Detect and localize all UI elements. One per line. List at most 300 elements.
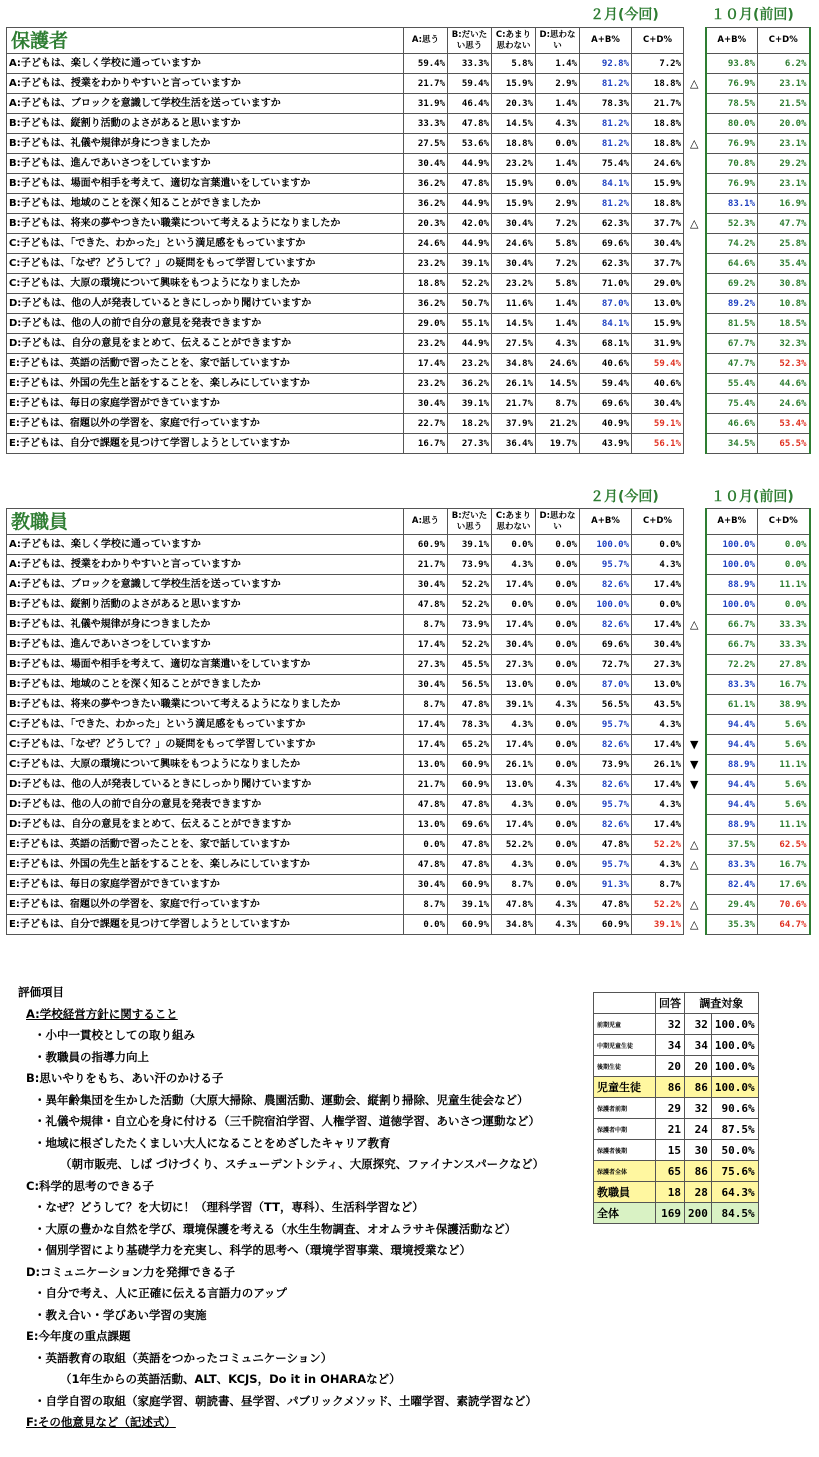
- question-text: B:子どもは、将来の夢やつきたい職業について考えるようになりましたか: [7, 695, 404, 715]
- question-text: E:子どもは、自分で課題を見つけて学習しようとしていますか: [7, 915, 404, 935]
- table-row: [7, 715, 810, 735]
- value-b: 39.1%: [448, 254, 492, 274]
- value-d: 2.9%: [536, 194, 580, 214]
- response-rate: 50.0%: [711, 1140, 758, 1161]
- legend-item: ・教え合い・学びあい学習の実施: [34, 1307, 207, 1322]
- value-ab: 56.5%: [580, 695, 632, 715]
- prev-value-ab: 100.0%: [706, 595, 758, 615]
- table-row: [7, 535, 810, 555]
- prev-value-cd: 25.8%: [758, 234, 810, 254]
- change-mark: [684, 575, 706, 595]
- value-c: 27.3%: [492, 655, 536, 675]
- value-cd: 59.1%: [632, 414, 684, 434]
- value-a: 8.7%: [404, 615, 448, 635]
- value-ab: 95.7%: [580, 555, 632, 575]
- change-mark: △: [684, 74, 706, 94]
- prev-value-ab: 93.8%: [706, 54, 758, 74]
- legend-item: ・異年齢集団を生かした活動（大原大掃除、農園活動、運動会、縦割り掃除、児童生徒会など）: [34, 1092, 529, 1107]
- value-ab: 87.0%: [580, 675, 632, 695]
- question-text: B:子どもは、場面や相手を考えて、適切な言葉遣いをしていますか: [7, 655, 404, 675]
- prev-value-cd: 5.6%: [758, 715, 810, 735]
- value-d: 4.3%: [536, 915, 580, 935]
- parents-survey-table: [6, 27, 811, 454]
- question-text: B:子どもは、地域のことを深く知ることができましたか: [7, 675, 404, 695]
- prev-value-ab: 94.4%: [706, 795, 758, 815]
- prev-value-cd: 32.3%: [758, 334, 810, 354]
- value-cd: 24.6%: [632, 154, 684, 174]
- value-ab: 69.6%: [580, 234, 632, 254]
- value-c: 17.4%: [492, 815, 536, 835]
- response-row: [594, 1140, 759, 1161]
- change-mark: △: [684, 615, 706, 635]
- period-prev-label-staff: １０月(前回): [711, 489, 794, 505]
- value-d: 0.0%: [536, 655, 580, 675]
- question-text: C:子どもは、「なぜ？どうして？」の疑問をもって学習していますか: [7, 735, 404, 755]
- prev-value-cd: 52.3%: [758, 354, 810, 374]
- value-d: 1.4%: [536, 294, 580, 314]
- prev-value-ab: 100.0%: [706, 535, 758, 555]
- response-label: 前期児童: [594, 1014, 656, 1035]
- response-count: 65: [656, 1161, 685, 1182]
- value-cd: 4.3%: [632, 715, 684, 735]
- value-ab: 43.9%: [580, 434, 632, 454]
- value-b: 52.2%: [448, 274, 492, 294]
- value-c: 4.3%: [492, 795, 536, 815]
- value-a: 31.9%: [404, 94, 448, 114]
- question-text: B:子どもは、礼儀や規律が身につきましたか: [7, 134, 404, 154]
- legend-item: ・礼儀や規律・自立心を身に付ける（三千院宿泊学習、人権学習、道徳学習、あいさつ運動など）: [34, 1114, 540, 1128]
- value-b: 36.2%: [448, 374, 492, 394]
- table-row: [7, 735, 810, 755]
- value-ab: 95.7%: [580, 715, 632, 735]
- table-row: [7, 254, 810, 274]
- response-header-row: [594, 993, 759, 1014]
- prev-value-ab: 94.4%: [706, 775, 758, 795]
- question-text: B:子どもは、将来の夢やつきたい職業について考えるようになりましたか: [7, 214, 404, 234]
- table-row: [7, 755, 810, 775]
- value-a: 22.7%: [404, 414, 448, 434]
- legend-item: C:科学的思考のできる子: [26, 1178, 155, 1193]
- change-mark: △: [684, 134, 706, 154]
- value-b: 52.2%: [448, 595, 492, 615]
- prev-value-cd: 47.7%: [758, 214, 810, 234]
- prev-value-ab: 74.2%: [706, 234, 758, 254]
- prev-ab-header: A+B%: [706, 509, 758, 535]
- value-c: 4.3%: [492, 855, 536, 875]
- value-a: 30.4%: [404, 875, 448, 895]
- prev-value-ab: 37.5%: [706, 835, 758, 855]
- value-cd: 4.3%: [632, 855, 684, 875]
- prev-value-ab: 88.9%: [706, 575, 758, 595]
- response-rate: 75.6%: [711, 1161, 758, 1182]
- response-row: [594, 1035, 759, 1056]
- value-a: 23.2%: [404, 374, 448, 394]
- value-a: 18.8%: [404, 274, 448, 294]
- legend-item: （朝市販売、しば づけづくり、スチューデントシティ、大原探究、ファイナンスパークなど）: [60, 1157, 545, 1171]
- value-b: 39.1%: [448, 535, 492, 555]
- value-cd: 30.4%: [632, 234, 684, 254]
- value-cd: 13.0%: [632, 294, 684, 314]
- value-ab: 69.6%: [580, 394, 632, 414]
- change-mark: [684, 595, 706, 615]
- response-rate: 100.0%: [711, 1035, 758, 1056]
- value-d: 0.0%: [536, 735, 580, 755]
- prev-value-ab: 66.7%: [706, 615, 758, 635]
- change-mark: [684, 655, 706, 675]
- value-ab: 72.7%: [580, 655, 632, 675]
- question-text: D:子どもは、他の人の前で自分の意見を発表できますか: [7, 314, 404, 334]
- value-cd: 18.8%: [632, 134, 684, 154]
- value-b: 33.3%: [448, 54, 492, 74]
- value-d: 0.0%: [536, 875, 580, 895]
- prev-value-ab: 69.2%: [706, 274, 758, 294]
- prev-value-cd: 70.6%: [758, 895, 810, 915]
- response-rate: 100.0%: [711, 1014, 758, 1035]
- change-mark: [684, 795, 706, 815]
- response-count: 86: [656, 1077, 685, 1098]
- value-b: 44.9%: [448, 154, 492, 174]
- value-d: 0.0%: [536, 595, 580, 615]
- value-b: 53.6%: [448, 134, 492, 154]
- prev-value-cd: 33.3%: [758, 635, 810, 655]
- value-cd: 15.9%: [632, 174, 684, 194]
- response-count: 169: [656, 1203, 685, 1224]
- legend-item: ・地域に根ざしたたくましい大人になることをめざしたキャリア教育: [34, 1135, 391, 1150]
- value-c: 11.6%: [492, 294, 536, 314]
- value-c: 13.0%: [492, 675, 536, 695]
- response-rate: 100.0%: [711, 1077, 758, 1098]
- prev-cd-header: C+D%: [758, 28, 810, 54]
- value-c: 23.2%: [492, 154, 536, 174]
- response-count: 34: [656, 1035, 685, 1056]
- change-mark: [684, 635, 706, 655]
- col-d-header: D:思わない: [536, 509, 580, 535]
- value-c: 13.0%: [492, 775, 536, 795]
- value-cd: 13.0%: [632, 675, 684, 695]
- change-mark: [684, 334, 706, 354]
- change-mark: [684, 314, 706, 334]
- prev-value-cd: 5.6%: [758, 775, 810, 795]
- response-label: 保護者中期: [594, 1119, 656, 1140]
- response-row: [594, 1098, 759, 1119]
- value-c: 8.7%: [492, 875, 536, 895]
- value-ab: 75.4%: [580, 154, 632, 174]
- value-d: 7.2%: [536, 254, 580, 274]
- question-text: B:子どもは、縦割り活動のよさがあると思いますか: [7, 595, 404, 615]
- value-cd: 52.2%: [632, 895, 684, 915]
- value-c: 15.9%: [492, 194, 536, 214]
- mark-column-header: [684, 28, 706, 54]
- prev-value-ab: 46.6%: [706, 414, 758, 434]
- change-mark: [684, 194, 706, 214]
- table-row: [7, 234, 810, 254]
- value-a: 13.0%: [404, 755, 448, 775]
- table-row: [7, 835, 810, 855]
- value-c: 23.2%: [492, 274, 536, 294]
- prev-value-cd: 65.5%: [758, 434, 810, 454]
- change-mark: [684, 695, 706, 715]
- value-b: 44.9%: [448, 334, 492, 354]
- value-c: 21.7%: [492, 394, 536, 414]
- value-c: 39.1%: [492, 695, 536, 715]
- response-row: [594, 1077, 759, 1098]
- table-row: [7, 635, 810, 655]
- value-d: 5.8%: [536, 274, 580, 294]
- value-cd: 40.6%: [632, 374, 684, 394]
- value-a: 16.7%: [404, 434, 448, 454]
- response-label: 保護者後期: [594, 1140, 656, 1161]
- prev-value-cd: 23.1%: [758, 174, 810, 194]
- prev-value-cd: 30.8%: [758, 274, 810, 294]
- value-b: 59.4%: [448, 74, 492, 94]
- prev-value-cd: 18.5%: [758, 314, 810, 334]
- legend-item: （1年生からの英語活動、ALT、KCJS，Do it in OHARAなど）: [60, 1372, 401, 1386]
- value-a: 27.3%: [404, 655, 448, 675]
- table-row: [7, 855, 810, 875]
- question-text: E:子どもは、英語の活動で習ったことを、家で話していますか: [7, 835, 404, 855]
- value-d: 0.0%: [536, 615, 580, 635]
- value-c: 52.2%: [492, 835, 536, 855]
- question-text: E:子どもは、毎日の家庭学習ができていますか: [7, 875, 404, 895]
- value-b: 55.1%: [448, 314, 492, 334]
- question-text: A:子どもは、楽しく学校に通っていますか: [7, 54, 404, 74]
- value-ab: 92.8%: [580, 54, 632, 74]
- col-c-header: C:あまり思わない: [492, 28, 536, 54]
- table-row: [7, 434, 810, 454]
- table-row: [7, 174, 810, 194]
- value-cd: 30.4%: [632, 635, 684, 655]
- response-header-blank: [594, 993, 656, 1014]
- legend-item: ・なぜ？どうして？を大切に！（理科学習（TT，専科）、生活科学習など）: [34, 1200, 424, 1214]
- response-rate: 100.0%: [711, 1056, 758, 1077]
- value-cd: 18.8%: [632, 114, 684, 134]
- response-rate-table: [593, 992, 759, 1224]
- value-b: 73.9%: [448, 555, 492, 575]
- value-a: 29.0%: [404, 314, 448, 334]
- value-b: 60.9%: [448, 755, 492, 775]
- value-a: 47.8%: [404, 855, 448, 875]
- response-row: [594, 1119, 759, 1140]
- value-b: 45.5%: [448, 655, 492, 675]
- value-ab: 82.6%: [580, 775, 632, 795]
- response-target: 32: [685, 1098, 712, 1119]
- legend-item: ・自分で考え、人に正確に伝える言語力のアップ: [34, 1286, 287, 1300]
- value-a: 17.4%: [404, 735, 448, 755]
- value-cd: 27.3%: [632, 655, 684, 675]
- value-d: 0.0%: [536, 795, 580, 815]
- question-text: C:子どもは、大原の環境について興味をもつようになりましたか: [7, 274, 404, 294]
- value-b: 47.8%: [448, 174, 492, 194]
- table-row: [7, 154, 810, 174]
- value-ab: 60.9%: [580, 915, 632, 935]
- response-rate: 84.5%: [711, 1203, 758, 1224]
- value-d: 1.4%: [536, 314, 580, 334]
- value-c: 36.4%: [492, 434, 536, 454]
- value-a: 17.4%: [404, 635, 448, 655]
- legend-item: ・小中一貫校としての取り組み: [34, 1028, 195, 1042]
- prev-value-cd: 10.8%: [758, 294, 810, 314]
- prev-value-ab: 72.2%: [706, 655, 758, 675]
- response-header-answer: 回答: [656, 993, 685, 1014]
- response-label: 全体: [594, 1203, 656, 1224]
- col-a-header: A:思う: [404, 28, 448, 54]
- change-mark: [684, 114, 706, 134]
- response-row: [594, 1161, 759, 1182]
- prev-value-cd: 64.7%: [758, 915, 810, 935]
- prev-value-ab: 89.2%: [706, 294, 758, 314]
- value-d: 0.0%: [536, 134, 580, 154]
- response-label: 児童生徒: [594, 1077, 656, 1098]
- value-d: 4.3%: [536, 114, 580, 134]
- value-b: 47.8%: [448, 695, 492, 715]
- value-b: 73.9%: [448, 615, 492, 635]
- value-a: 30.4%: [404, 575, 448, 595]
- question-text: E:子どもは、外国の先生と話をすることを、楽しみにしていますか: [7, 855, 404, 875]
- prev-value-ab: 81.5%: [706, 314, 758, 334]
- response-target: 86: [685, 1161, 712, 1182]
- col-ab-header: A+B%: [580, 28, 632, 54]
- value-a: 30.4%: [404, 675, 448, 695]
- prev-value-ab: 88.9%: [706, 755, 758, 775]
- response-target: 34: [685, 1035, 712, 1056]
- prev-value-ab: 75.4%: [706, 394, 758, 414]
- table-row: [7, 615, 810, 635]
- question-text: B:子どもは、礼儀や規律が身につきましたか: [7, 615, 404, 635]
- response-rate: 87.5%: [711, 1119, 758, 1140]
- value-c: 17.4%: [492, 575, 536, 595]
- prev-value-ab: 52.3%: [706, 214, 758, 234]
- table-row: [7, 194, 810, 214]
- response-label: 保護者全体: [594, 1161, 656, 1182]
- value-a: 59.4%: [404, 54, 448, 74]
- prev-value-ab: 61.1%: [706, 695, 758, 715]
- value-d: 1.4%: [536, 94, 580, 114]
- value-cd: 31.9%: [632, 334, 684, 354]
- value-b: 39.1%: [448, 394, 492, 414]
- col-b-header: B:だいたい思う: [448, 509, 492, 535]
- response-label: 保護者前期: [594, 1098, 656, 1119]
- response-count: 29: [656, 1098, 685, 1119]
- value-c: 4.3%: [492, 555, 536, 575]
- prev-value-ab: 55.4%: [706, 374, 758, 394]
- value-cd: 37.7%: [632, 214, 684, 234]
- prev-value-ab: 29.4%: [706, 895, 758, 915]
- value-a: 60.9%: [404, 535, 448, 555]
- change-mark: [684, 234, 706, 254]
- value-b: 47.8%: [448, 855, 492, 875]
- table-row: [7, 394, 810, 414]
- value-ab: 81.2%: [580, 74, 632, 94]
- change-mark: [684, 354, 706, 374]
- question-text: D:子どもは、自分の意見をまとめて、伝えることができますか: [7, 334, 404, 354]
- prev-value-cd: 44.6%: [758, 374, 810, 394]
- col-c-header: C:あまり思わない: [492, 509, 536, 535]
- prev-value-ab: 64.6%: [706, 254, 758, 274]
- question-text: D:子どもは、自分の意見をまとめて、伝えることができますか: [7, 815, 404, 835]
- value-d: 0.0%: [536, 535, 580, 555]
- value-c: 24.6%: [492, 234, 536, 254]
- legend-item: F:その他意見など（記述式）: [26, 1415, 176, 1429]
- question-text: C:子どもは、「なぜ？どうして？」の疑問をもって学習していますか: [7, 254, 404, 274]
- value-c: 14.5%: [492, 314, 536, 334]
- value-d: 0.0%: [536, 575, 580, 595]
- value-c: 27.5%: [492, 334, 536, 354]
- prev-value-cd: 16.7%: [758, 675, 810, 695]
- value-c: 30.4%: [492, 635, 536, 655]
- value-c: 17.4%: [492, 615, 536, 635]
- value-a: 21.7%: [404, 775, 448, 795]
- value-d: 0.0%: [536, 675, 580, 695]
- change-mark: △: [684, 214, 706, 234]
- value-d: 7.2%: [536, 214, 580, 234]
- table-row: [7, 815, 810, 835]
- value-ab: 95.7%: [580, 855, 632, 875]
- question-text: C:子どもは、大原の環境について興味をもつようになりましたか: [7, 755, 404, 775]
- question-text: B:子どもは、縦割り活動のよさがあると思いますか: [7, 114, 404, 134]
- value-ab: 47.8%: [580, 895, 632, 915]
- prev-value-ab: 82.4%: [706, 875, 758, 895]
- table-row: [7, 294, 810, 314]
- value-c: 4.3%: [492, 715, 536, 735]
- value-b: 47.8%: [448, 114, 492, 134]
- table-row: [7, 915, 810, 935]
- mark-column-header: [684, 509, 706, 535]
- value-ab: 84.1%: [580, 314, 632, 334]
- value-d: 0.0%: [536, 835, 580, 855]
- response-target: 32: [685, 1014, 712, 1035]
- response-header-target: 調査対象: [685, 993, 759, 1014]
- prev-value-ab: 100.0%: [706, 555, 758, 575]
- value-c: 0.0%: [492, 535, 536, 555]
- value-ab: 71.0%: [580, 274, 632, 294]
- value-ab: 91.3%: [580, 875, 632, 895]
- value-cd: 18.8%: [632, 194, 684, 214]
- section-title: 教職員: [7, 509, 404, 535]
- table-row: [7, 354, 810, 374]
- question-text: B:子どもは、場面や相手を考えて、適切な言葉遣いをしていますか: [7, 174, 404, 194]
- value-d: 0.0%: [536, 815, 580, 835]
- prev-value-cd: 5.6%: [758, 795, 810, 815]
- value-d: 2.9%: [536, 74, 580, 94]
- legend-item: ・個別学習により基礎学力を充実し、科学的思考へ（環境学習事業、環境授業など）: [34, 1243, 471, 1257]
- value-d: 0.0%: [536, 755, 580, 775]
- value-c: 37.9%: [492, 414, 536, 434]
- change-mark: [684, 374, 706, 394]
- prev-value-cd: 62.5%: [758, 835, 810, 855]
- value-b: 56.5%: [448, 675, 492, 695]
- value-ab: 81.2%: [580, 114, 632, 134]
- value-d: 4.3%: [536, 775, 580, 795]
- value-ab: 100.0%: [580, 595, 632, 615]
- value-b: 42.0%: [448, 214, 492, 234]
- value-ab: 62.3%: [580, 214, 632, 234]
- response-row: [594, 1056, 759, 1077]
- prev-value-cd: 5.6%: [758, 735, 810, 755]
- prev-value-ab: 80.0%: [706, 114, 758, 134]
- question-text: B:子どもは、地域のことを深く知ることができましたか: [7, 194, 404, 214]
- value-a: 0.0%: [404, 915, 448, 935]
- value-d: 24.6%: [536, 354, 580, 374]
- value-b: 52.2%: [448, 575, 492, 595]
- value-ab: 62.3%: [580, 254, 632, 274]
- value-c: 26.1%: [492, 374, 536, 394]
- table-row: [7, 114, 810, 134]
- value-c: 30.4%: [492, 214, 536, 234]
- col-cd-header: C+D%: [632, 509, 684, 535]
- value-b: 47.8%: [448, 835, 492, 855]
- table-row: [7, 274, 810, 294]
- change-mark: [684, 535, 706, 555]
